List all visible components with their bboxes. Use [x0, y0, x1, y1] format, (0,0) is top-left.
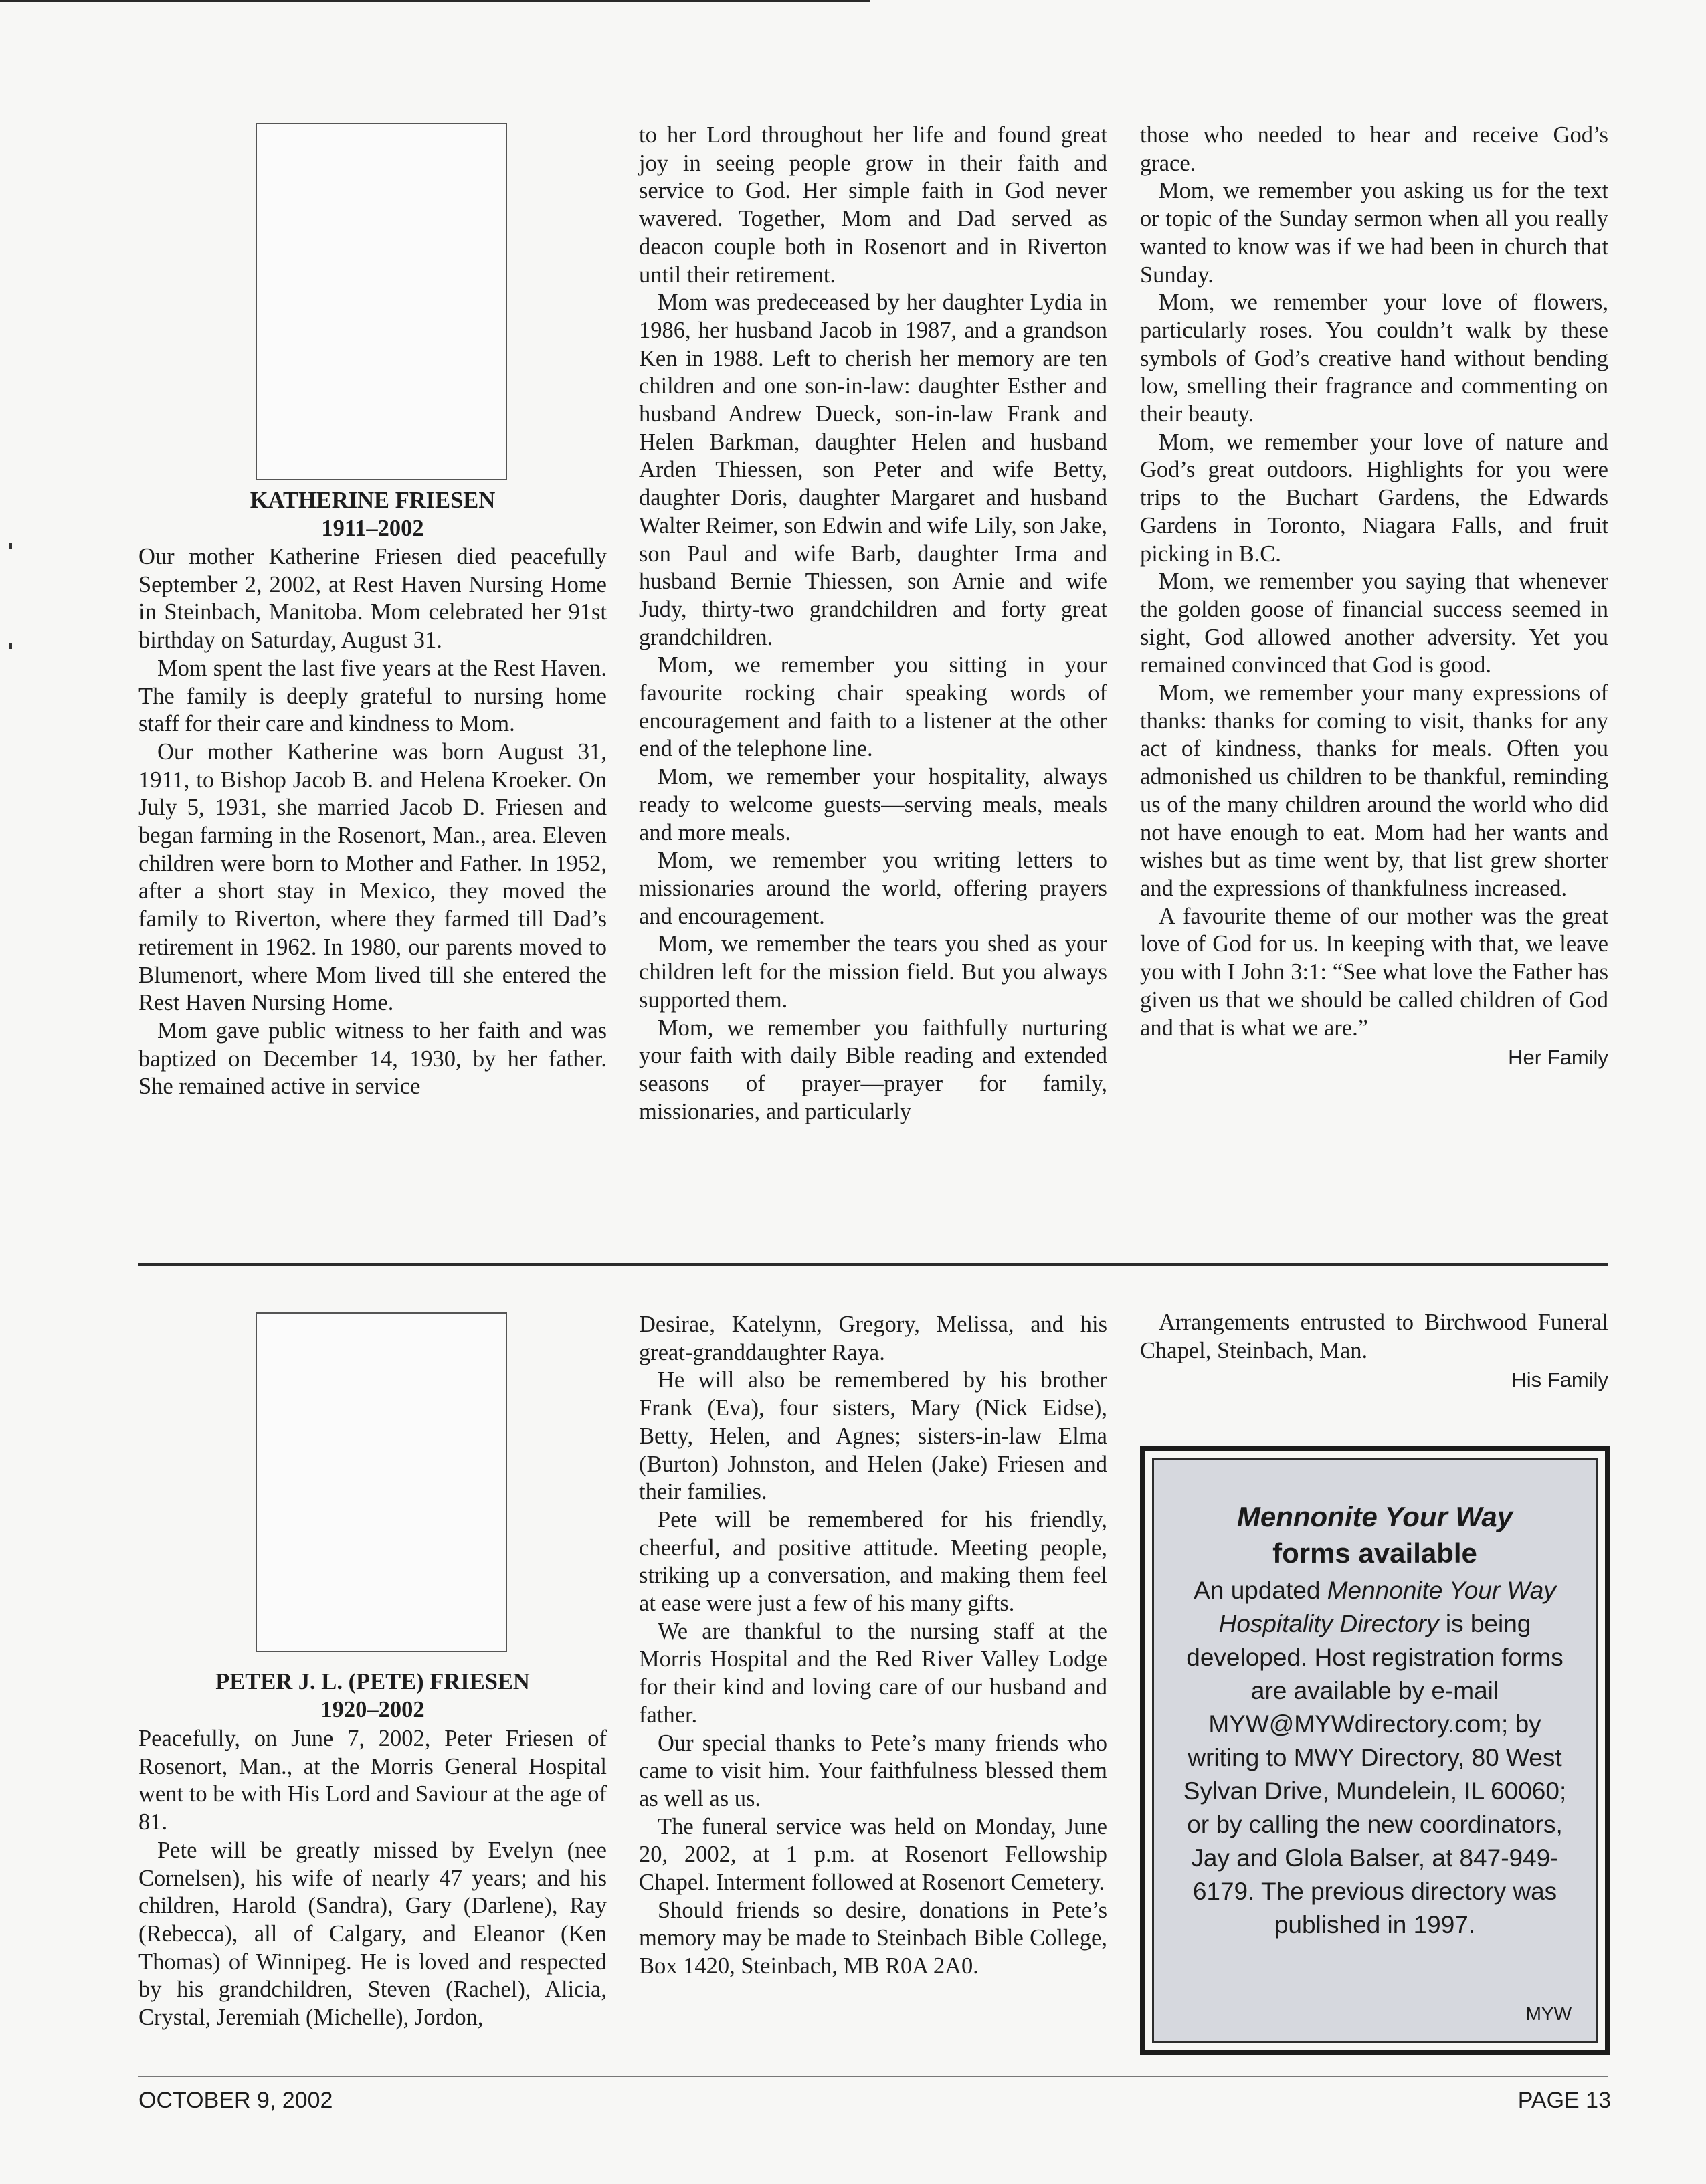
- announcement-box: [1140, 1446, 1610, 2055]
- paragraph: Pete will be remembered for his friendly, cheerful, and positive attitude. Meeting people, striking up a conversation, and making them feel at ease were just a few of his many gifts.: [639, 1506, 1107, 1617]
- photo-placeholder-peter: [256, 1312, 507, 1652]
- obituary-peter-column-1: [138, 1725, 607, 2032]
- paragraph: Mom, we remember you saying that whenever the golden goose of financial success seemed in sight, God allowed another adversity. Yet you remained convinced that God is good.: [1140, 569, 1608, 678]
- paragraph: Pete will be greatly missed by Evelyn (nee Cornelsen), his wife of nearly 47 years; and his children, Harold (Sandra), Gary (Darlene), Ray (Rebecca), all of Calgary, and Eleanor (Ken Thomas) of Winnipeg. He is loved and respected by his grandchildren, Steven (Rachel), Alicia, Crystal, Jeremiah (Michelle), Jordon,: [138, 1837, 607, 2031]
- obituary-signature: His Family: [1511, 1368, 1608, 1392]
- paragraph: Our mother Katherine Friesen died peacefully September 2, 2002, at Rest Haven Nursing Home in Steinbach, Manitoba. Mom celebrated her 91st birthday on Saturday, August 31.: [138, 544, 607, 654]
- paragraph: Our mother Katherine was born August 31, 1911, to Bishop Jacob B. and Helena Kroeker. On July 5, 1931, she married Jacob D. Friesen and began farming in the Rosenort, Man., area. Eleven children were born to Mother and Father. In 1952, after a short stay in Mexico, they moved the family to Riverton, where they farmed till Dad’s retirement in 1962. In 1980, our parents moved to Blumenort, where Mom lived till she entered the Rest Haven Nursing Home.: [138, 738, 607, 1016]
- footer-rule: [138, 2076, 1608, 2077]
- announcement-body-text: is being developed. Host registration forms are available by e-mail MYW@MYWdirectory.com; by writing to MWY Directory, 80 West Sylvan Drive, Mundelein, IL 60060; or by calling the new coordinators, Jay and Glola Balser, at 847-949-6179. The previous directory was published in 1997.: [1183, 1610, 1567, 1939]
- obituary-katherine-column-1: [138, 543, 607, 1101]
- paragraph: Mom, we remember you sitting in your favourite rocking chair speaking words of encouragement and faith to a listener at the other end of the telephone line.: [639, 652, 1107, 762]
- paragraph: Mom, we remember the tears you shed as your children left for the mission field. But you always supported them.: [639, 931, 1107, 1013]
- footer-date: OCTOBER 9, 2002: [138, 2088, 333, 2113]
- scan-mark: [9, 543, 12, 549]
- paragraph: Mom, we remember you asking us for the text or topic of the Sunday sermon when all you really wanted to know was if we had been in church that Sunday.: [1140, 178, 1608, 288]
- announcement-subtitle: forms available: [1272, 1537, 1477, 1569]
- announcement-body-text: An updated: [1194, 1577, 1327, 1604]
- paragraph: Arrangements entrusted to Birchwood Funeral Chapel, Steinbach, Man.: [1140, 1310, 1608, 1363]
- paragraph: The funeral service was held on Monday, June 20, 2002, at 1 p.m. at Rosenort Fellowship Chapel. Interment followed at Rosenort Cemetery.: [639, 1813, 1107, 1896]
- paragraph: to her Lord throughout her life and found great joy in seeing people grow in their faith and service to God. Her simple faith in God never wavered. Together, Mom and Dad served as deacon couple both in Rosenort and in Riverton until their retirement.: [639, 122, 1107, 288]
- obituary-peter-column-3: [1140, 1309, 1608, 1394]
- paragraph: Should friends so desire, donations in Pete’s memory may be made to Steinbach Bible College, Box 1420, Steinbach, MB R0A 2A0.: [639, 1897, 1107, 1979]
- announcement-signature: MYW: [1525, 2003, 1572, 2024]
- paragraph: Our special thanks to Pete’s many friends who came to visit him. Your faithfulness blessed them as well as us.: [639, 1730, 1107, 1811]
- paragraph: He will also be remembered by his brother Frank (Eva), four sisters, Mary (Nick Eidse), Betty, Helen, and Agnes; sisters-in-law Elma (Burton) Johnston, and Helen (Jake) Friesen and their families.: [639, 1367, 1107, 1505]
- paragraph: Desirae, Katelynn, Gregory, Melissa, and his great-granddaughter Raya.: [639, 1312, 1107, 1365]
- obituary-peter-column-2: [639, 1311, 1107, 1981]
- obituary-katherine-column-2: [639, 122, 1107, 1126]
- obituary-years: 1920–2002: [320, 1697, 425, 1722]
- paragraph: Mom gave public witness to her faith and was baptized on December 14, 1930, by her father. She remained active in service: [138, 1017, 607, 1100]
- obituary-katherine-column-3: [1140, 122, 1608, 1072]
- obituary-signature: Her Family: [1508, 1046, 1608, 1070]
- photo-placeholder-katherine: [256, 123, 507, 480]
- paragraph: Mom spent the last five years at the Rest Haven. The family is deeply grateful to nursing home staff for their care and kindness to Mom.: [138, 655, 607, 737]
- obituary-years: 1911–2002: [321, 516, 424, 541]
- paragraph: Mom, we remember you faithfully nurturing your faith with daily Bible reading and extended seasons of prayer—prayer for family, missionaries, and particularly: [639, 1015, 1107, 1124]
- paragraph: Mom, we remember you writing letters to missionaries around the world, offering prayers and encouragement.: [639, 848, 1107, 929]
- footer-page-number: PAGE 13: [1517, 2088, 1611, 2113]
- paragraph: Mom was predeceased by her daughter Lydia in 1986, her husband Jacob in 1987, and a grandson Ken in 1988. Left to cherish her memory are ten children and one son-in-law: daughter Esther and husband Andrew Dueck, son-in-law Frank and Helen Barkman, daughter Helen and husband Arden Thiessen, son Peter and wife Betty, daughter Doris, daughter Margaret and husband Walter Reimer, son Edwin and wife Lily, son Jake, son Paul and wife Barb, daughter Irma and husband Bernie Thiessen, son Arnie and wife Judy, thirty-two grandchildren and forty great grandchildren.: [639, 290, 1107, 650]
- announcement-panel: [1152, 1458, 1598, 2043]
- paragraph: Mom, we remember your hospitality, always ready to welcome guests—serving meals, meals and more meals.: [639, 764, 1107, 846]
- section-divider: [138, 1263, 1608, 1266]
- top-border-line: [0, 0, 870, 2]
- paragraph: Mom, we remember your love of nature and God’s great outdoors. Highlights for you were trips to the Buchart Gardens, the Edwards Gardens in Toronto, Niagara Falls, and fruit picking in B.C.: [1140, 429, 1608, 567]
- paragraph: Peacefully, on June 7, 2002, Peter Friesen of Rosenort, Man., at the Morris General Hospital went to be with His Lord and Saviour at the age of 81.: [138, 1726, 607, 1835]
- directory-title: Mennonite Your Way Hospitality Directory: [1218, 1577, 1556, 1637]
- obituary-name: PETER J. L. (PETE) FRIESEN: [215, 1669, 530, 1694]
- paragraph: those who needed to hear and receive God’s grace.: [1140, 122, 1608, 176]
- paragraph: Mom, we remember your many expressions of thanks: thanks for coming to visit, thanks for any act of kindness, thanks for meals. Often you admonished us children to be thankful, reminding us of the many children around the world who did not have enough to eat. Mom had her wants and wishes but as time went by, that list grew shorter and the expressions of thankfulness increased.: [1140, 680, 1608, 901]
- scan-mark: [9, 643, 12, 649]
- paragraph: A favourite theme of our mother was the great love of God for us. In keeping with that, we leave you with I John 3:1: “See what love the Father has given us that we should be called children of God and that is what we are.”: [1140, 903, 1608, 1041]
- paragraph: Mom, we remember your love of flowers, particularly roses. You couldn’t walk by these symbols of God’s creative hand without bending low, smelling their fragrance and commenting on their beauty.: [1140, 290, 1608, 427]
- obituary-name: KATHERINE FRIESEN: [250, 488, 496, 513]
- paragraph: We are thankful to the nursing staff at the Morris Hospital and the Red River Valley Lodge for their kind and loving care of our husband and father.: [639, 1618, 1107, 1728]
- announcement-body: [1154, 1574, 1596, 1942]
- announcement-title: Mennonite Your Way: [1236, 1501, 1513, 1532]
